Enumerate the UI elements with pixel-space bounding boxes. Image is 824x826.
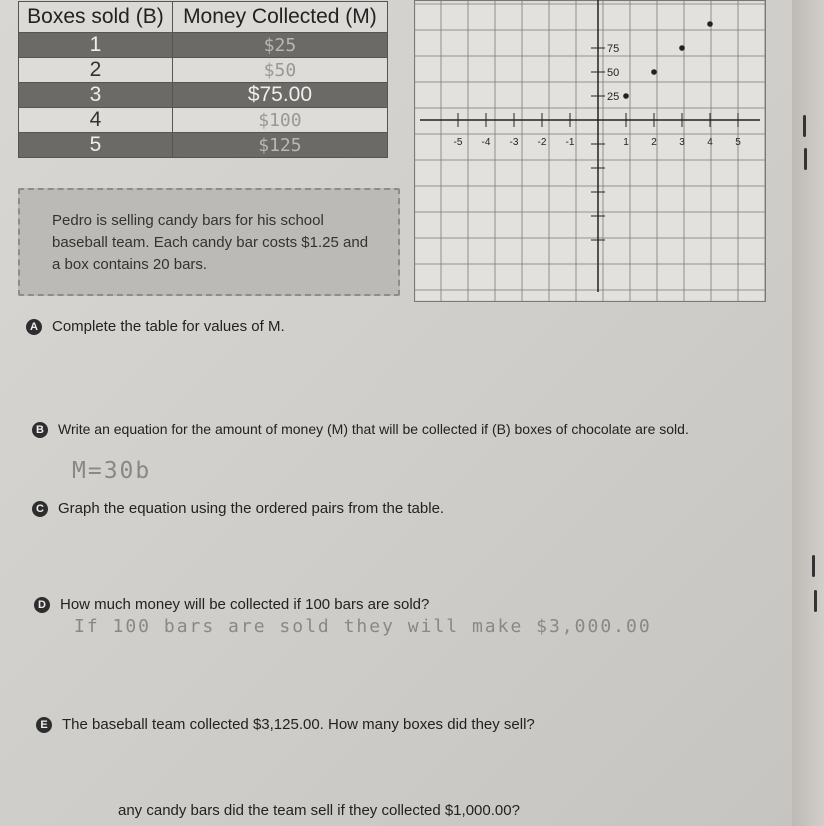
x-tick-label: 3 — [679, 137, 685, 148]
y-tick-label: 75 — [607, 43, 620, 55]
edge-mark — [803, 115, 806, 137]
plotted-point — [679, 45, 685, 51]
page-edge-strip — [792, 0, 824, 826]
x-tick-label: 5 — [735, 137, 741, 148]
table-row — [19, 83, 388, 108]
x-tick-label: 4 — [707, 137, 713, 148]
x-tick-label: -2 — [537, 137, 547, 148]
table-row — [19, 58, 388, 83]
question-e — [36, 716, 535, 733]
x-tick-label: -5 — [453, 137, 463, 148]
problem-info-box — [18, 188, 400, 296]
money-value: $100 — [258, 110, 302, 131]
boxes-money-table — [18, 1, 388, 158]
edge-mark — [814, 590, 817, 612]
question-a — [26, 318, 285, 335]
answer-b: M=30b — [72, 458, 152, 484]
question-d-text: How much money will be collected if 100 bars are sold? — [60, 596, 430, 613]
question-c — [32, 500, 444, 517]
money-cell — [172, 83, 387, 108]
question-c-text: Graph the equation using the ordered pairs from the table. — [58, 500, 445, 517]
question-d — [34, 596, 429, 613]
x-tick-label: -1 — [565, 137, 575, 148]
x-tick-label: -4 — [481, 137, 491, 148]
boxes-cell: 3 — [19, 83, 173, 108]
question-d-badge: D — [34, 597, 50, 613]
x-tick-label: -3 — [509, 137, 519, 148]
money-cell — [172, 58, 387, 83]
table-header-money: Money Collected (M) — [172, 2, 387, 33]
table-row — [19, 33, 388, 58]
graph-paper — [414, 0, 766, 302]
plotted-point — [623, 93, 629, 99]
edge-mark — [812, 555, 815, 577]
table-row — [19, 108, 388, 133]
edge-mark — [804, 148, 807, 170]
question-a-text: Complete the table for values of M. — [52, 318, 285, 335]
boxes-cell: 1 — [19, 33, 173, 58]
plotted-point — [707, 21, 713, 27]
question-e-text: The baseball team collected $3,125.00. How many boxes did they sell? — [62, 716, 535, 733]
question-b — [32, 421, 689, 438]
question-f — [118, 802, 520, 819]
y-tick-label: 25 — [607, 91, 620, 103]
money-cell — [172, 33, 387, 58]
question-a-badge: A — [26, 319, 42, 335]
money-cell — [172, 108, 387, 133]
boxes-cell: 2 — [19, 58, 173, 83]
money-cell — [172, 133, 387, 158]
answer-d: If 100 bars are sold they will make $3,000.00 — [74, 616, 652, 637]
boxes-cell: 4 — [19, 108, 173, 133]
x-tick-label: 2 — [651, 137, 657, 148]
money-value: $125 — [258, 135, 302, 156]
question-e-badge: E — [36, 717, 52, 733]
plotted-point — [651, 69, 657, 75]
boxes-cell: 5 — [19, 133, 173, 158]
x-tick-label: 1 — [623, 137, 629, 148]
question-f-text: any candy bars did the team sell if they collected $1,000.00? — [118, 802, 520, 819]
question-b-badge: B — [32, 422, 48, 438]
question-b-text: Write an equation for the amount of money (M) that will be collected if (B) boxes of chocolate are sold. — [58, 421, 689, 437]
table-row — [19, 133, 388, 158]
problem-info-text: Pedro is selling candy bars for his school baseball team. Each candy bar costs $1.25 and a box contains 20 bars. — [52, 212, 369, 273]
coordinate-graph — [414, 0, 766, 302]
table-header-boxes: Boxes sold (B) — [19, 2, 173, 33]
money-value: $50 — [263, 60, 297, 81]
money-value: $25 — [263, 35, 297, 56]
money-value: $75.00 — [247, 83, 313, 106]
question-c-badge: C — [32, 501, 48, 517]
y-tick-label: 50 — [607, 67, 620, 79]
